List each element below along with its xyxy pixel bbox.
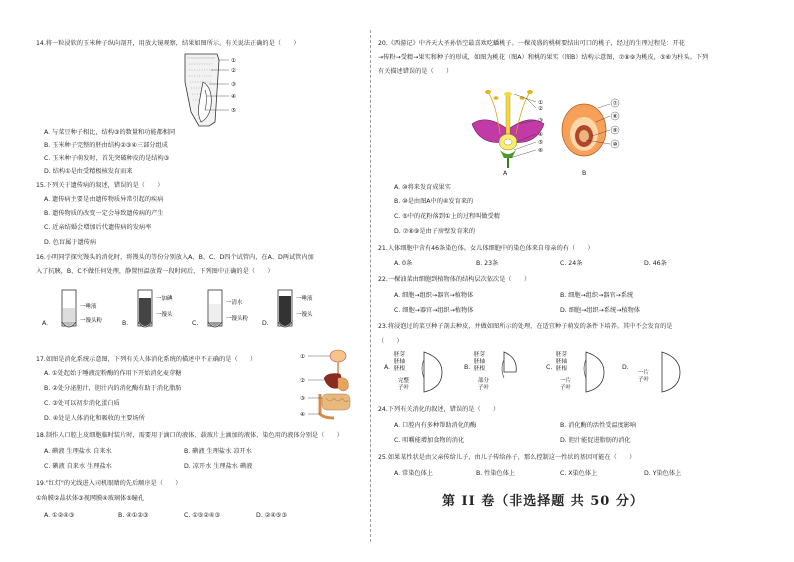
q22-option-b[interactable]: B. 细胞→组织→器官→系统 xyxy=(560,292,634,299)
q14-callout: ⑤ xyxy=(231,108,236,114)
q17-callout: ② xyxy=(300,378,305,384)
q18-option-c[interactable]: C. 碘液 自来水 生理盐水 xyxy=(44,463,112,470)
digestive-system-figure xyxy=(300,348,360,430)
q25-option-a[interactable]: A. 常染色体上 xyxy=(394,470,433,477)
seed-label: 子叶 xyxy=(478,385,490,391)
q20-option-c[interactable]: C. ⑤中的花粉落到①上的过程叫做受精 xyxy=(394,213,500,220)
q20-figure-b-label: B xyxy=(582,170,587,177)
peach-flower-figure xyxy=(466,84,556,168)
seed-label: 胚芽 xyxy=(394,352,406,358)
q15-option-c[interactable]: C. 近亲结婚会增加后代遗传病的发病率 xyxy=(44,224,152,231)
q16-option-d[interactable]: D. xyxy=(262,320,269,327)
q23-option-c[interactable]: C. xyxy=(546,364,553,371)
q20-callout-a: ④ xyxy=(538,132,543,138)
q20-callout-b: ⑧ xyxy=(612,114,618,120)
q14-option-a[interactable]: A. 与菜豆种子相比，结构③的数量和功能都相同 xyxy=(44,129,176,136)
q14-option-c[interactable]: C. 玉米种子萌发时，首先突破种皮的是结构③ xyxy=(44,155,170,162)
seed-label: 胚轴 xyxy=(474,359,486,365)
q20-callout-a: ③ xyxy=(538,118,543,124)
peach-fruit-figure xyxy=(558,94,638,168)
test-tube-b xyxy=(132,286,202,336)
q21-option-d[interactable]: D. 46条 xyxy=(644,260,667,267)
q14-option-b[interactable]: B. 玉米种子完整的胚由结构②③④三部分组成 xyxy=(44,142,168,149)
q14-callout: ① xyxy=(231,58,236,64)
seed-a xyxy=(394,348,454,396)
seed-label: 子叶 xyxy=(398,385,410,391)
q16-stem-line2: 入了抗胰，B、C不做任何处理，静置恒温放置一段时间后，下列图中正确的是（ ） xyxy=(36,268,274,275)
corn-seed-figure xyxy=(181,52,251,128)
q20-option-d[interactable]: D. ⑦⑧⑨是由子房壁发育来的 xyxy=(394,228,476,235)
q15-option-b[interactable]: B. 遗传物质的改变一定会导致遗传病的产生 xyxy=(44,210,164,217)
seed-label: 部分 xyxy=(478,378,490,384)
q25-option-c[interactable]: C. X染色体上 xyxy=(560,470,598,477)
q25-option-d[interactable]: D. Y染色体上 xyxy=(644,470,682,477)
q19-sub: ①角膜②晶状体③视网膜④玻璃体⑤瞳孔 xyxy=(36,495,145,502)
q17-callout: ④ xyxy=(300,412,305,418)
q15-option-a[interactable]: A. 遗传病主要是由遗传物质异常引起的疾病 xyxy=(44,196,164,203)
q23-seeds-figure xyxy=(378,348,718,398)
seed-label: 胚芽 xyxy=(474,352,486,358)
q23-stem-line2: （ ） xyxy=(378,338,403,345)
tube-label: 一加碘 xyxy=(156,296,173,302)
q20-option-a[interactable]: A. ⑩将来发育成果实 xyxy=(394,184,451,191)
q17-stem: 17.如图是消化系统示意图，下列有关人体消化系统的描述中不正确的是（ ） xyxy=(36,356,257,363)
q20-stem: 20.《西游记》中齐天大圣孙悟空最喜欢吃蟠桃子。一棵茂盛的桃树要结出可口的桃子，经过的生理过程是：开花 xyxy=(378,40,685,47)
q18-option-d[interactable]: D. 凉开水 生理盐水 碘液 xyxy=(184,463,253,470)
q18-option-b[interactable]: B. 碘液 生理盐水 凉开水 xyxy=(184,448,252,455)
q24-option-c[interactable]: C. 咀嚼能增加食物的消化 xyxy=(394,437,465,444)
q20-stem-line2: →传粉→受精→果实和种子的形成，如图为桃花（图A）和桃的果实（图B）结构示意图，⑦⑧⑨为桃皮，⑤⑥为柱头。下列 xyxy=(378,54,709,61)
q21-option-a[interactable]: A. 0条 xyxy=(394,260,413,267)
q20-callout-b: ⑩ xyxy=(612,142,618,148)
seed-label: 子叶 xyxy=(560,385,572,391)
seed-label: 完整 xyxy=(398,378,410,384)
seed-d xyxy=(632,348,692,396)
test-tube-d xyxy=(272,286,342,336)
q15-option-d[interactable]: D. 色盲属于遗传病 xyxy=(44,239,97,246)
seed-label: 一片 xyxy=(638,370,650,376)
q23-option-b[interactable]: B. xyxy=(464,364,471,371)
q17-option-b[interactable]: B. ②处分泌胆汁，胆汁内的消化酶有助于消化脂肪 xyxy=(44,385,182,392)
q14-callout: ④ xyxy=(231,94,236,100)
q22-option-a[interactable]: A. 细胞→组织→器官→植物体 xyxy=(394,292,474,299)
tube-label: 一馒头粉 xyxy=(226,316,249,322)
seed-label: 子叶 xyxy=(638,377,650,383)
q17-option-a[interactable]: A. ①处起始于唾液淀粉酶的作用下开始消化麦芽糖 xyxy=(44,370,182,377)
q17-callout: ③ xyxy=(300,396,305,402)
q14-callout: ③ xyxy=(231,82,236,88)
q24-stem: 24.下列有关消化的叙述，错误的是（ ） xyxy=(378,406,500,413)
q16-option-c[interactable]: C. xyxy=(192,320,199,327)
q20-figure-a-label: A xyxy=(503,170,508,177)
q24-option-d[interactable]: D. 胆汁能促进脂肪的消化 xyxy=(560,437,631,444)
q20-callout-b: ⑨ xyxy=(612,128,618,134)
tube-label: 一唾液 xyxy=(296,296,313,302)
q21-option-c[interactable]: C. 24条 xyxy=(560,260,583,267)
test-tube-a xyxy=(56,286,129,336)
q20-callout-a: ⑥ xyxy=(538,148,543,154)
seed-b xyxy=(474,348,534,396)
q20-callout-a: ① xyxy=(538,100,543,106)
q20-callout-b: ⑦ xyxy=(612,101,618,107)
seed-label: 胚根 xyxy=(394,366,406,372)
column-divider xyxy=(370,30,371,542)
seed-label: 胚轴 xyxy=(556,359,568,365)
q14-option-d[interactable]: D. 结构①是由受精极核发育而来 xyxy=(44,168,133,175)
q24-option-a[interactable]: A. 口腔内有多种帮助消化的酶 xyxy=(394,422,477,429)
q18-stem: 18.制作人口腔上皮细胞临时装片时，需要用于滴口的液体、载玻片上滴加的液体、染色用的液体分别是（ ） xyxy=(36,432,343,439)
seed-label: 一片 xyxy=(560,378,572,384)
q21-stem: 21.人体细胞中含有46条染色体。女儿体细胞中的染色体来自母亲的有（ ） xyxy=(378,245,594,252)
q20-callout-a: ② xyxy=(538,106,543,112)
seed-label: 胚根 xyxy=(474,366,486,372)
test-tube-c xyxy=(202,286,272,336)
tube-label: 一馒头 xyxy=(296,312,313,318)
q16-tubes-figure xyxy=(36,286,362,336)
q17-option-c[interactable]: C. ③处可以初步消化蛋白质 xyxy=(44,400,120,407)
seed-c xyxy=(556,348,616,396)
q19-option-b[interactable]: B. ④①②③ xyxy=(118,512,149,519)
seed-label: 胚根 xyxy=(556,366,568,372)
seed-label: 胚轴 xyxy=(394,359,406,365)
q22-option-d[interactable]: D. 细胞→组织→系统→植物体 xyxy=(560,307,640,314)
seed-label: 胚芽 xyxy=(556,352,568,358)
q20-callout-a: ⑤ xyxy=(538,140,543,146)
q16-stem: 16.小明同学探究馒头的消化时，将馒头的等份分别放入A、B、C、D四个试管内，在A、D两试管内加 xyxy=(36,254,314,261)
q23-stem: 23.将浸泡过的菜豆种子剖去种皮，并做如图所示的处理，在适宜种子萌发的条件下培养。其中不会发育的是 xyxy=(378,323,673,330)
q22-stem: 22.一棵油菜由细胞到植物体的结构层次依次是（ ） xyxy=(378,276,531,283)
tube-label: 一馒头粉 xyxy=(80,318,103,324)
q19-option-a[interactable]: A. ①②④③ xyxy=(44,512,75,519)
q17-callout: ① xyxy=(300,354,305,360)
section-title: 第 II 卷（非选择题 共 50 分） xyxy=(442,494,644,509)
q18-option-a[interactable]: A. 碘液 生理盐水 自来水 xyxy=(44,448,112,455)
q24-option-b[interactable]: B. 消化酶的活性受温度影响 xyxy=(560,422,637,429)
q16-option-a[interactable]: A. xyxy=(42,320,49,327)
q14-stem: 14.将一粒浸软的玉米种子纵向剖开，用放大镜观察，结果如图所示。有关说法正确的是（ ） xyxy=(36,40,300,47)
q25-option-b[interactable]: B. 性染色体上 xyxy=(476,470,516,477)
tube-label: 一馒头 xyxy=(156,312,173,318)
tube-label: 一清水 xyxy=(226,300,243,306)
q23-option-a[interactable]: A. xyxy=(384,364,391,371)
q20-option-b[interactable]: B. ⑩是由图A中的④发育来的 xyxy=(394,198,474,205)
q22-option-c[interactable]: C. 细胞→器官→组织→植物体 xyxy=(394,307,474,314)
q16-option-b[interactable]: B. xyxy=(122,320,129,327)
q19-stem: 19."红灯"的光线进入司机眼睛的先后顺序是（ ） xyxy=(36,480,182,487)
q19-option-d[interactable]: D. ②④⑤③ xyxy=(256,512,287,519)
q19-option-c[interactable]: C. ①⑤②④③ xyxy=(184,512,220,519)
q20-stem-line3: 有关描述错误的是（ ） xyxy=(378,68,453,75)
q25-stem: 25.如果某性状是由父亲传给儿子，由儿子传给孙子，那么控制这一性状的基因可能在（ ） xyxy=(378,454,636,461)
q23-option-d[interactable]: D. xyxy=(622,364,629,371)
q14-callout: ② xyxy=(231,68,236,74)
tube-label: 一唾液 xyxy=(80,304,97,310)
q15-stem: 15.下列关于遗传病的叙述，错误的是（ ） xyxy=(36,182,164,189)
q21-option-b[interactable]: B. 23条 xyxy=(476,260,499,267)
q17-option-d[interactable]: D. ④处是人体消化和吸收的主要场所 xyxy=(44,415,145,422)
